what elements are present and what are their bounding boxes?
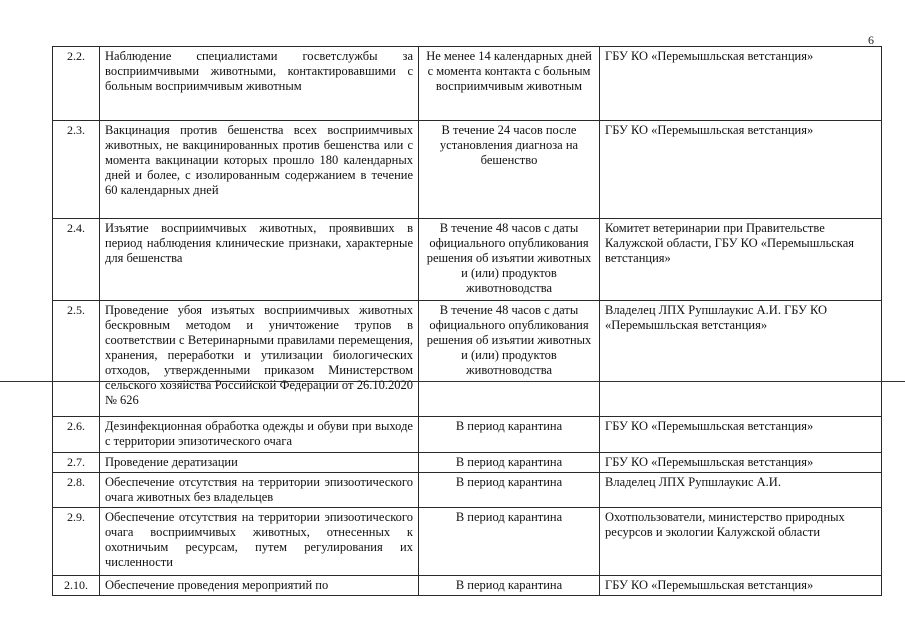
row-number: 2.5. <box>53 301 100 417</box>
term-text: В течение 24 часов после установления диагноза на бешенство <box>419 121 600 219</box>
measure-text: Обеспечение отсутствия на территории эпизоотического очага восприимчивых животных, отнесенных к охотничьим ресурсам, путем регулирования их численности <box>100 508 419 576</box>
table-row <box>53 121 882 219</box>
measure-text: Обеспечение проведения мероприятий по <box>100 576 419 596</box>
row-number: 2.9. <box>53 508 100 576</box>
executor-text: ГБУ КО «Перемышльская ветстанция» <box>600 47 882 121</box>
table-row <box>53 301 882 417</box>
page-number: 6 <box>868 33 874 47</box>
executor-text: ГБУ КО «Перемышльская ветстанция» <box>600 121 882 219</box>
row-number: 2.7. <box>53 453 100 473</box>
table-row <box>53 473 882 508</box>
executor-text: Охотпользователи, министерство природных ресурсов и экологии Калужской области <box>600 508 882 576</box>
row-number: 2.2. <box>53 47 100 121</box>
measure-text: Проведение дератизации <box>100 453 419 473</box>
term-text: В течение 48 часов с даты официального опубликования решения об изъятии животных и (или) продуктов животноводства <box>419 219 600 301</box>
term-text: В течение 48 часов с даты официального опубликования решения об изъятии животных и (или) продуктов животноводства <box>419 301 600 417</box>
executor-text: Комитет ветеринарии при Правительстве Калужской области, ГБУ КО «Перемышльская ветстанция» <box>600 219 882 301</box>
term-text: В период карантина <box>419 417 600 453</box>
measure-text: Изъятие восприимчивых животных, проявивших в период наблюдения клинические признаки, характерные для бешенства <box>100 219 419 301</box>
term-text: В период карантина <box>419 576 600 596</box>
term-text: Не менее 14 календарных дней с момента контакта с больным восприимчивым животным <box>419 47 600 121</box>
measure-text: Дезинфекционная обработка одежды и обуви при выходе с территории эпизотического очага <box>100 417 419 453</box>
executor-text: ГБУ КО «Перемышльская ветстанция» <box>600 453 882 473</box>
row-number: 2.10. <box>53 576 100 596</box>
executor-text: ГБУ КО «Перемышльская ветстанция» <box>600 417 882 453</box>
measure-text: Наблюдение специалистами госветслужбы за восприимчивыми животными, контактировавшими с больным восприимчивым животным <box>100 47 419 121</box>
term-text: В период карантина <box>419 473 600 508</box>
measure-text: Обеспечение отсутствия на территории эпизоотического очага животных без владельцев <box>100 473 419 508</box>
executor-text: Владелец ЛПХ Рупшлаукис А.И. <box>600 473 882 508</box>
row-number: 2.3. <box>53 121 100 219</box>
term-text: В период карантина <box>419 508 600 576</box>
row-number: 2.4. <box>53 219 100 301</box>
row-number: 2.8. <box>53 473 100 508</box>
table-row <box>53 508 882 576</box>
table-row <box>53 453 882 473</box>
row-number: 2.6. <box>53 417 100 453</box>
measures-table <box>52 46 882 596</box>
table-row <box>53 576 882 596</box>
table-row <box>53 417 882 453</box>
executor-text: Владелец ЛПХ Рупшлаукис А.И. ГБУ КО «Перемышльская ветстанция» <box>600 301 882 417</box>
table-row <box>53 47 882 121</box>
term-text: В период карантина <box>419 453 600 473</box>
measure-text: Вакцинация против бешенства всех восприимчивых животных, не вакцинированных против бешенства или с момента вакцинации которых прошло 180 календарных дней и более, с изолированным содержанием в течение 60 календарных дней <box>100 121 419 219</box>
measure-text: Проведение убоя изъятых восприимчивых животных бескровным методом и уничтожение трупов в соответствии с Ветеринарными правилами перемещения, хранения, переработки и утилизации биологических отходов, утвержденными приказом Министерством сельского хозяйства Российской Федерации от 26.10.2020 № 626 <box>100 301 419 417</box>
table-row <box>53 219 882 301</box>
scan-fold-line <box>0 381 905 382</box>
executor-text: ГБУ КО «Перемышльская ветстанция» <box>600 576 882 596</box>
